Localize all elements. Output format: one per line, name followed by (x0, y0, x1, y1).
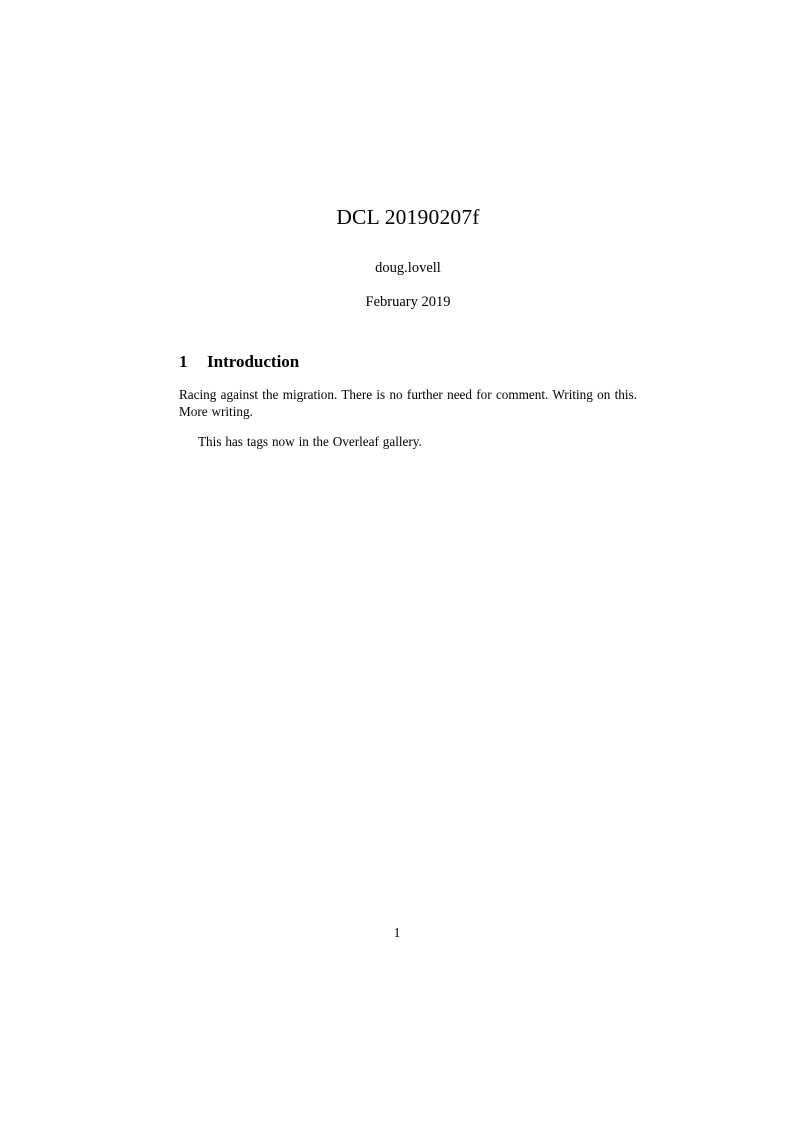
paragraph: This has tags now in the Overleaf gallery. (198, 433, 422, 449)
page-number: 1 (393, 925, 401, 940)
document-title: DCL 20190207f (336, 205, 480, 229)
document-body (179, 205, 637, 464)
section-heading-introduction (179, 352, 637, 372)
section-number: 1 (179, 351, 188, 371)
paragraph: Racing against the migration. There is no further need for comment. Writing on this. More writing. (179, 386, 637, 419)
document-date: February 2019 (365, 294, 451, 311)
document-author: doug.lovell (375, 259, 441, 276)
section-title: Introduction (207, 351, 300, 371)
